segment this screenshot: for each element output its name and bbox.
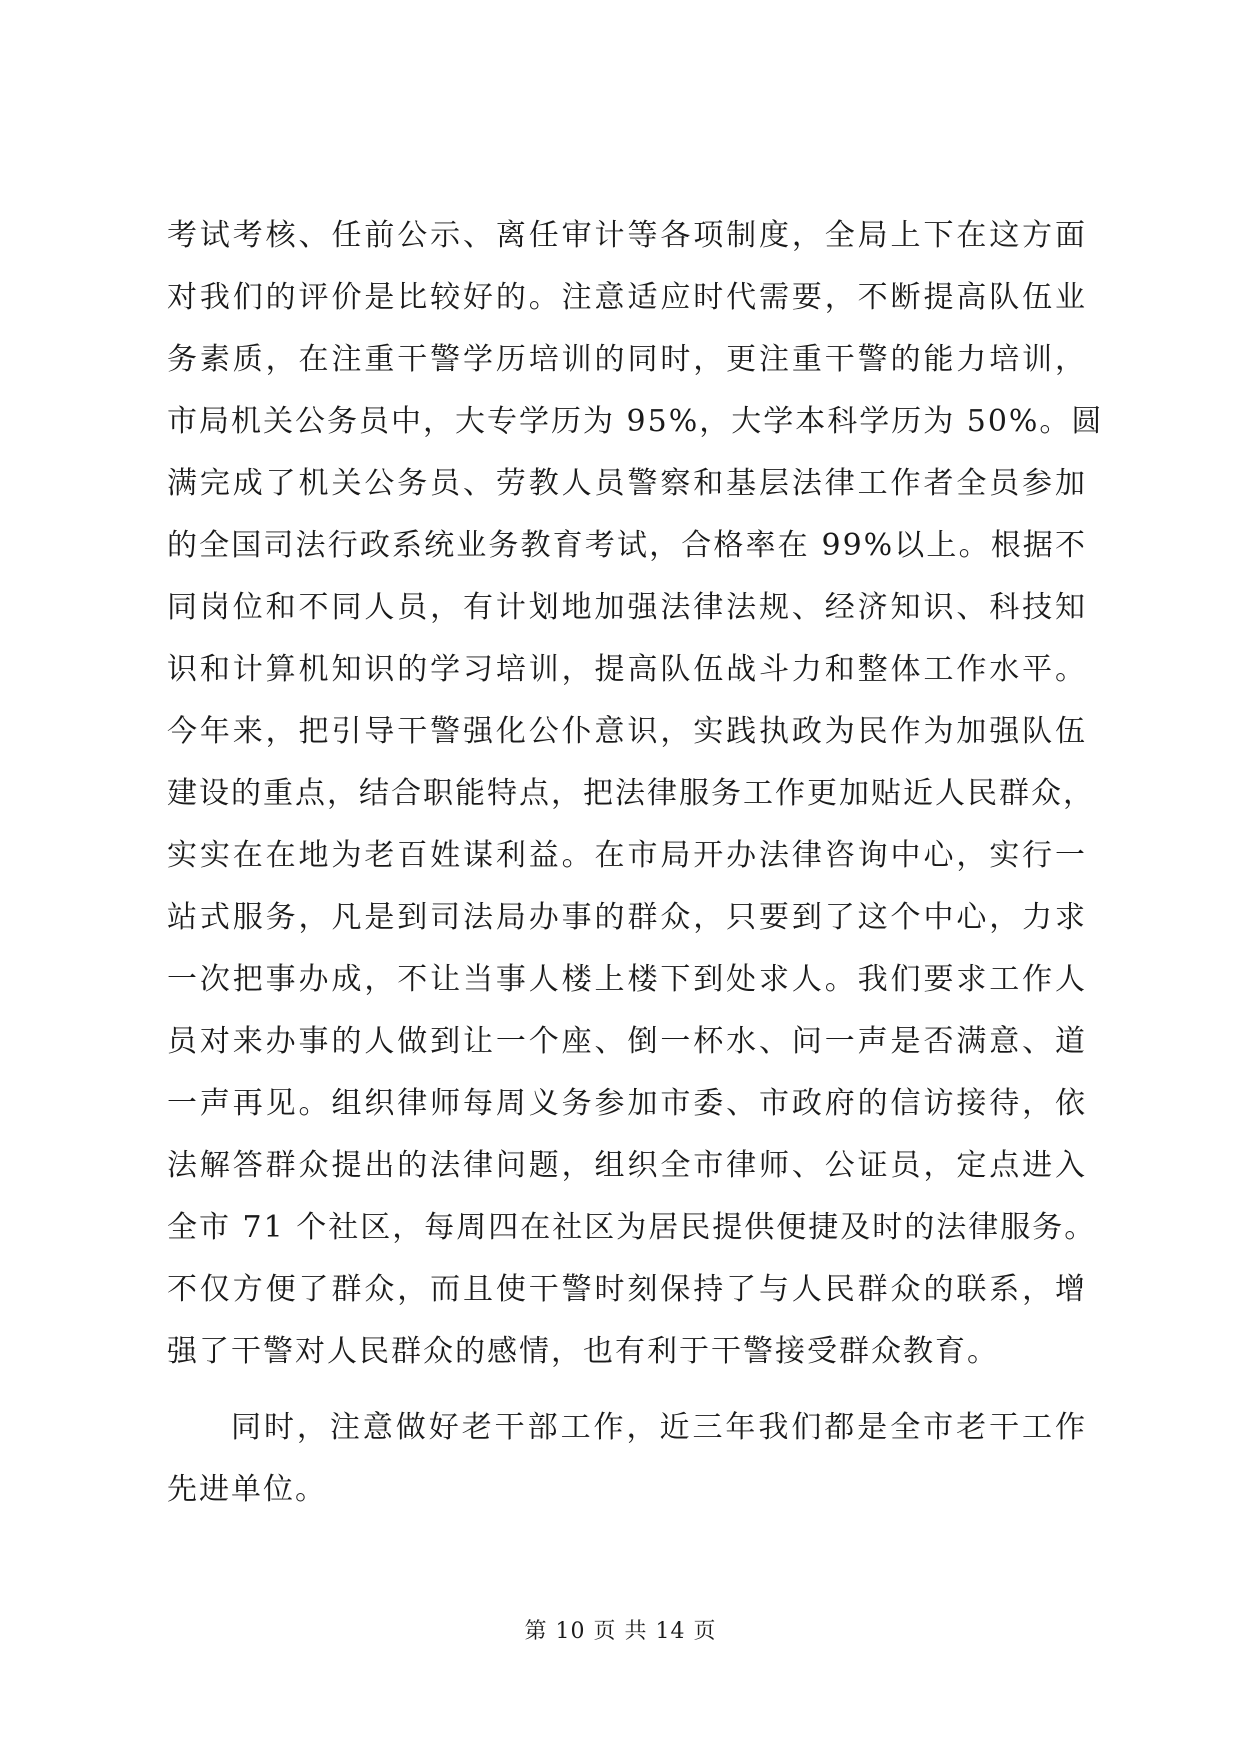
document-body (167, 205, 1104, 1521)
text-line: 市局机关公务员中，大专学历为 95%，大学本科学历为 50%。圆 (167, 404, 1104, 439)
text-line: 不仅方便了群众，而且使干警时刻保持了与人民群众的联系，增 (167, 1272, 1087, 1307)
text-line: 对我们的评价是比较好的。注意适应时代需要，不断提高队伍业 (167, 280, 1087, 315)
text-line: 建设的重点，结合职能特点，把法律服务工作更加贴近人民群众， (167, 776, 1095, 811)
text-line: 同时，注意做好老干部工作，近三年我们都是全市老干工作 (231, 1410, 1087, 1445)
paragraph (167, 1397, 1087, 1521)
text-line: 一声再见。组织律师每周义务参加市委、市政府的信访接待，依 (167, 1086, 1087, 1121)
text-line: 一次把事办成，不让当事人楼上楼下到处求人。我们要求工作人 (167, 962, 1087, 997)
text-line: 全市 71 个社区，每周四在社区为居民提供便捷及时的法律服务。 (167, 1210, 1097, 1245)
text-line: 今年来，把引导干警强化公仆意识，实践执政为民作为加强队伍 (167, 714, 1087, 749)
text-line: 考试考核、任前公示、离任审计等各项制度，全局上下在这方面 (167, 218, 1087, 253)
paragraph (167, 205, 1104, 1383)
text-line: 强了干警对人民群众的感情，也有利于干警接受群众教育。 (167, 1334, 999, 1369)
paragraph-spacer (167, 1383, 1087, 1397)
text-line: 实实在在地为老百姓谋利益。在市局开办法律咨询中心，实行一 (167, 838, 1087, 873)
text-line: 站式服务，凡是到司法局办事的群众，只要到了这个中心，力求 (167, 900, 1087, 935)
text-line: 满完成了机关公务员、劳教人员警察和基层法律工作者全员参加 (167, 466, 1087, 501)
text-line: 法解答群众提出的法律问题，组织全市律师、公证员，定点进入 (167, 1148, 1087, 1183)
text-line: 识和计算机知识的学习培训，提高队伍战斗力和整体工作水平。 (167, 652, 1087, 687)
text-line: 同岗位和不同人员，有计划地加强法律法规、经济知识、科技知 (167, 590, 1087, 625)
page-number-footer: 第 10 页 共 14 页 (524, 1619, 717, 1644)
text-line: 先进单位。 (167, 1472, 327, 1507)
text-line: 务素质，在注重干警学历培训的同时，更注重干警的能力培训， (167, 342, 1087, 377)
text-line: 的全国司法行政系统业务教育考试，合格率在 99%以上。根据不 (167, 528, 1087, 563)
text-line: 员对来办事的人做到让一个座、倒一杯水、问一声是否满意、道 (167, 1024, 1087, 1059)
